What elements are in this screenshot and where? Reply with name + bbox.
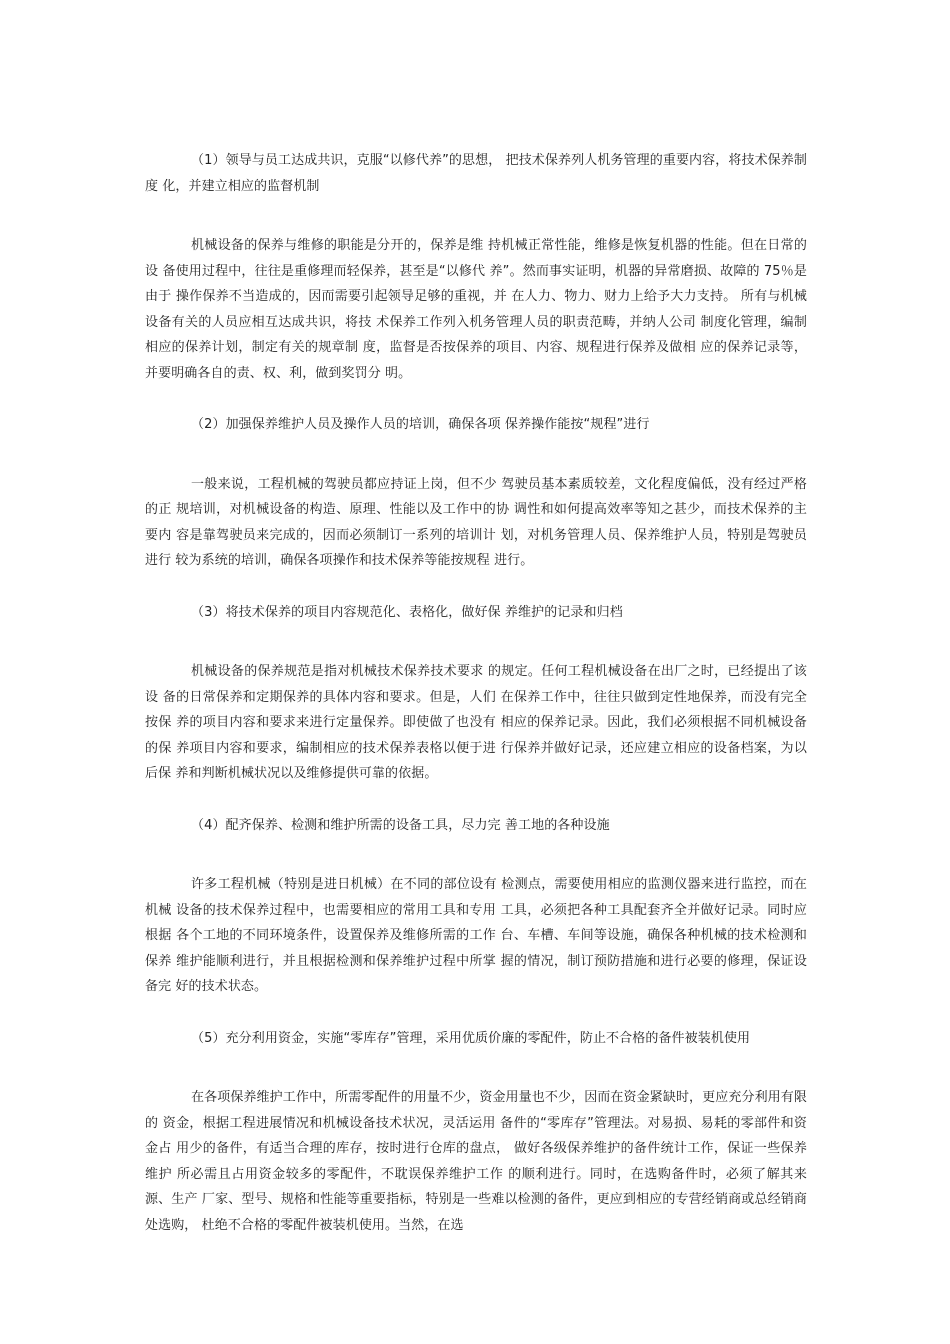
section-4-body: 许多工程机械（特别是进日机械）在不同的部位设有 检测点，需要使用相应的监测仪器来进行监控，而在机械 设备的技术保养过程中，也需要相应的常用工具和专用 工具，必须把各种工具配套齐全并做好记录。同时应根据 各个工地的不同环境条件，设置保养及维修所需的工作 台、车槽、车间等设施，确保各种机械的技术检测和保养 维护能顺利进行，并且根据检测和保养维护过程中所掌 握的情况，制订预防措施和进行必要的修理，保证设备完 好的技术状态。: [145, 877, 807, 994]
section-4-heading: （4）配齐保养、检测和维护所需的设备工具，尽力完 善工地的各种设施: [191, 817, 610, 833]
section-5-body: 在各项保养维护工作中，所需零配件的用量不少，资金用量也不少，因而在资金紧缺时，更应充分利用有限的 资金，根据工程进展情况和机械设备技术状况，灵活运用 备件的“零库存”管理法。对易损、易耗的零部件和资金占 用少的备件，有适当合理的库存，按时进行仓库的盘点， 做好各级保养维护的备件统计工作，保证一些保养维护 所必需且占用资金较多的零配件，不耽误保养维护工作 的顺利进行。同时，在选购备件时，必须了解其来源、生产 厂家、型号、规格和性能等重要指标，特别是一些难以检测的备件，更应到相应的专营经销商或总经销商处选购， 杜绝不合格的零配件被装机使用。当然，在选: [145, 1090, 807, 1233]
document-page: [145, 148, 807, 1264]
section-2-body: 一般来说，工程机械的驾驶员都应持证上岗，但不少 驾驶员基本素质较差，文化程度偏低，没有经过严格的正 规培训，对机械设备的构造、原理、性能以及工作中的协 调性和如何提高效率等知之甚少，而技术保养的主要内 容是靠驾驶员来完成的，因而必须制订一系列的培训计 划，对机务管理人员、保养维护人员，特别是驾驶员进行 较为系统的培训，确保各项操作和技术保养等能按规程 进行。: [145, 476, 807, 568]
section-5-heading: （5）充分利用资金，实施“零库存”管理，采用优质价廉的零配件，防止不合格的备件被装机使用: [191, 1030, 751, 1046]
section-3-body: 机械设备的保养规范是指对机械技术保养技术要求 的规定。任何工程机械设备在出厂之时，已经提出了该设 备的日常保养和定期保养的具体内容和要求。但是，人们 在保养工作中，往往只做到定性地保养，而没有完全按保 养的项目内容和要求来进行定量保养。即使做了也没有 相应的保养记录。因此，我们必须根据不同机械设备的保 养项目内容和要求，编制相应的技术保养表格以便于进 行保养并做好记录，还应建立相应的设备档案，为以后保 养和判断机械状况以及维修提供可靠的依据。: [145, 664, 807, 781]
section-1-body: 机械设备的保养与维修的职能是分开的，保养是维 持机械正常性能，维修是恢复机器的性能。但在日常的设 备使用过程中，往往是重修理而轻保养，甚至是“以修代 养”。然而事实证明，机器的异常磨损、故障的 75％是由于 操作保养不当造成的，因而需要引起领导足够的重视，并 在人力、物力、财力上给予大力支持。 所有与机械设备有关的人员应相互达成共识，将技 术保养工作列入机务管理人员的职责范畴，并纳人公司 制度化管理，编制相应的保养计划，制定有关的规章制 度，监督是否按保养的项目、内容、规程进行保养及做相 应的保养记录等，并要明确各自的责、权、利，做到奖罚分 明。: [145, 238, 807, 381]
section-2-heading: （2）加强保养维护人员及操作人员的培训，确保各项 保养操作能按“规程”进行: [191, 417, 650, 432]
section-1-heading: （1）领导与员工达成共识，克服“以修代养”的思想， 把技术保养列人机务管理的重要内容，将技术保养制度 化，并建立相应的监督机制: [145, 153, 807, 194]
section-3-heading: （3）将技术保养的项目内容规范化、表格化，做好保 养维护的记录和归档: [191, 604, 623, 620]
